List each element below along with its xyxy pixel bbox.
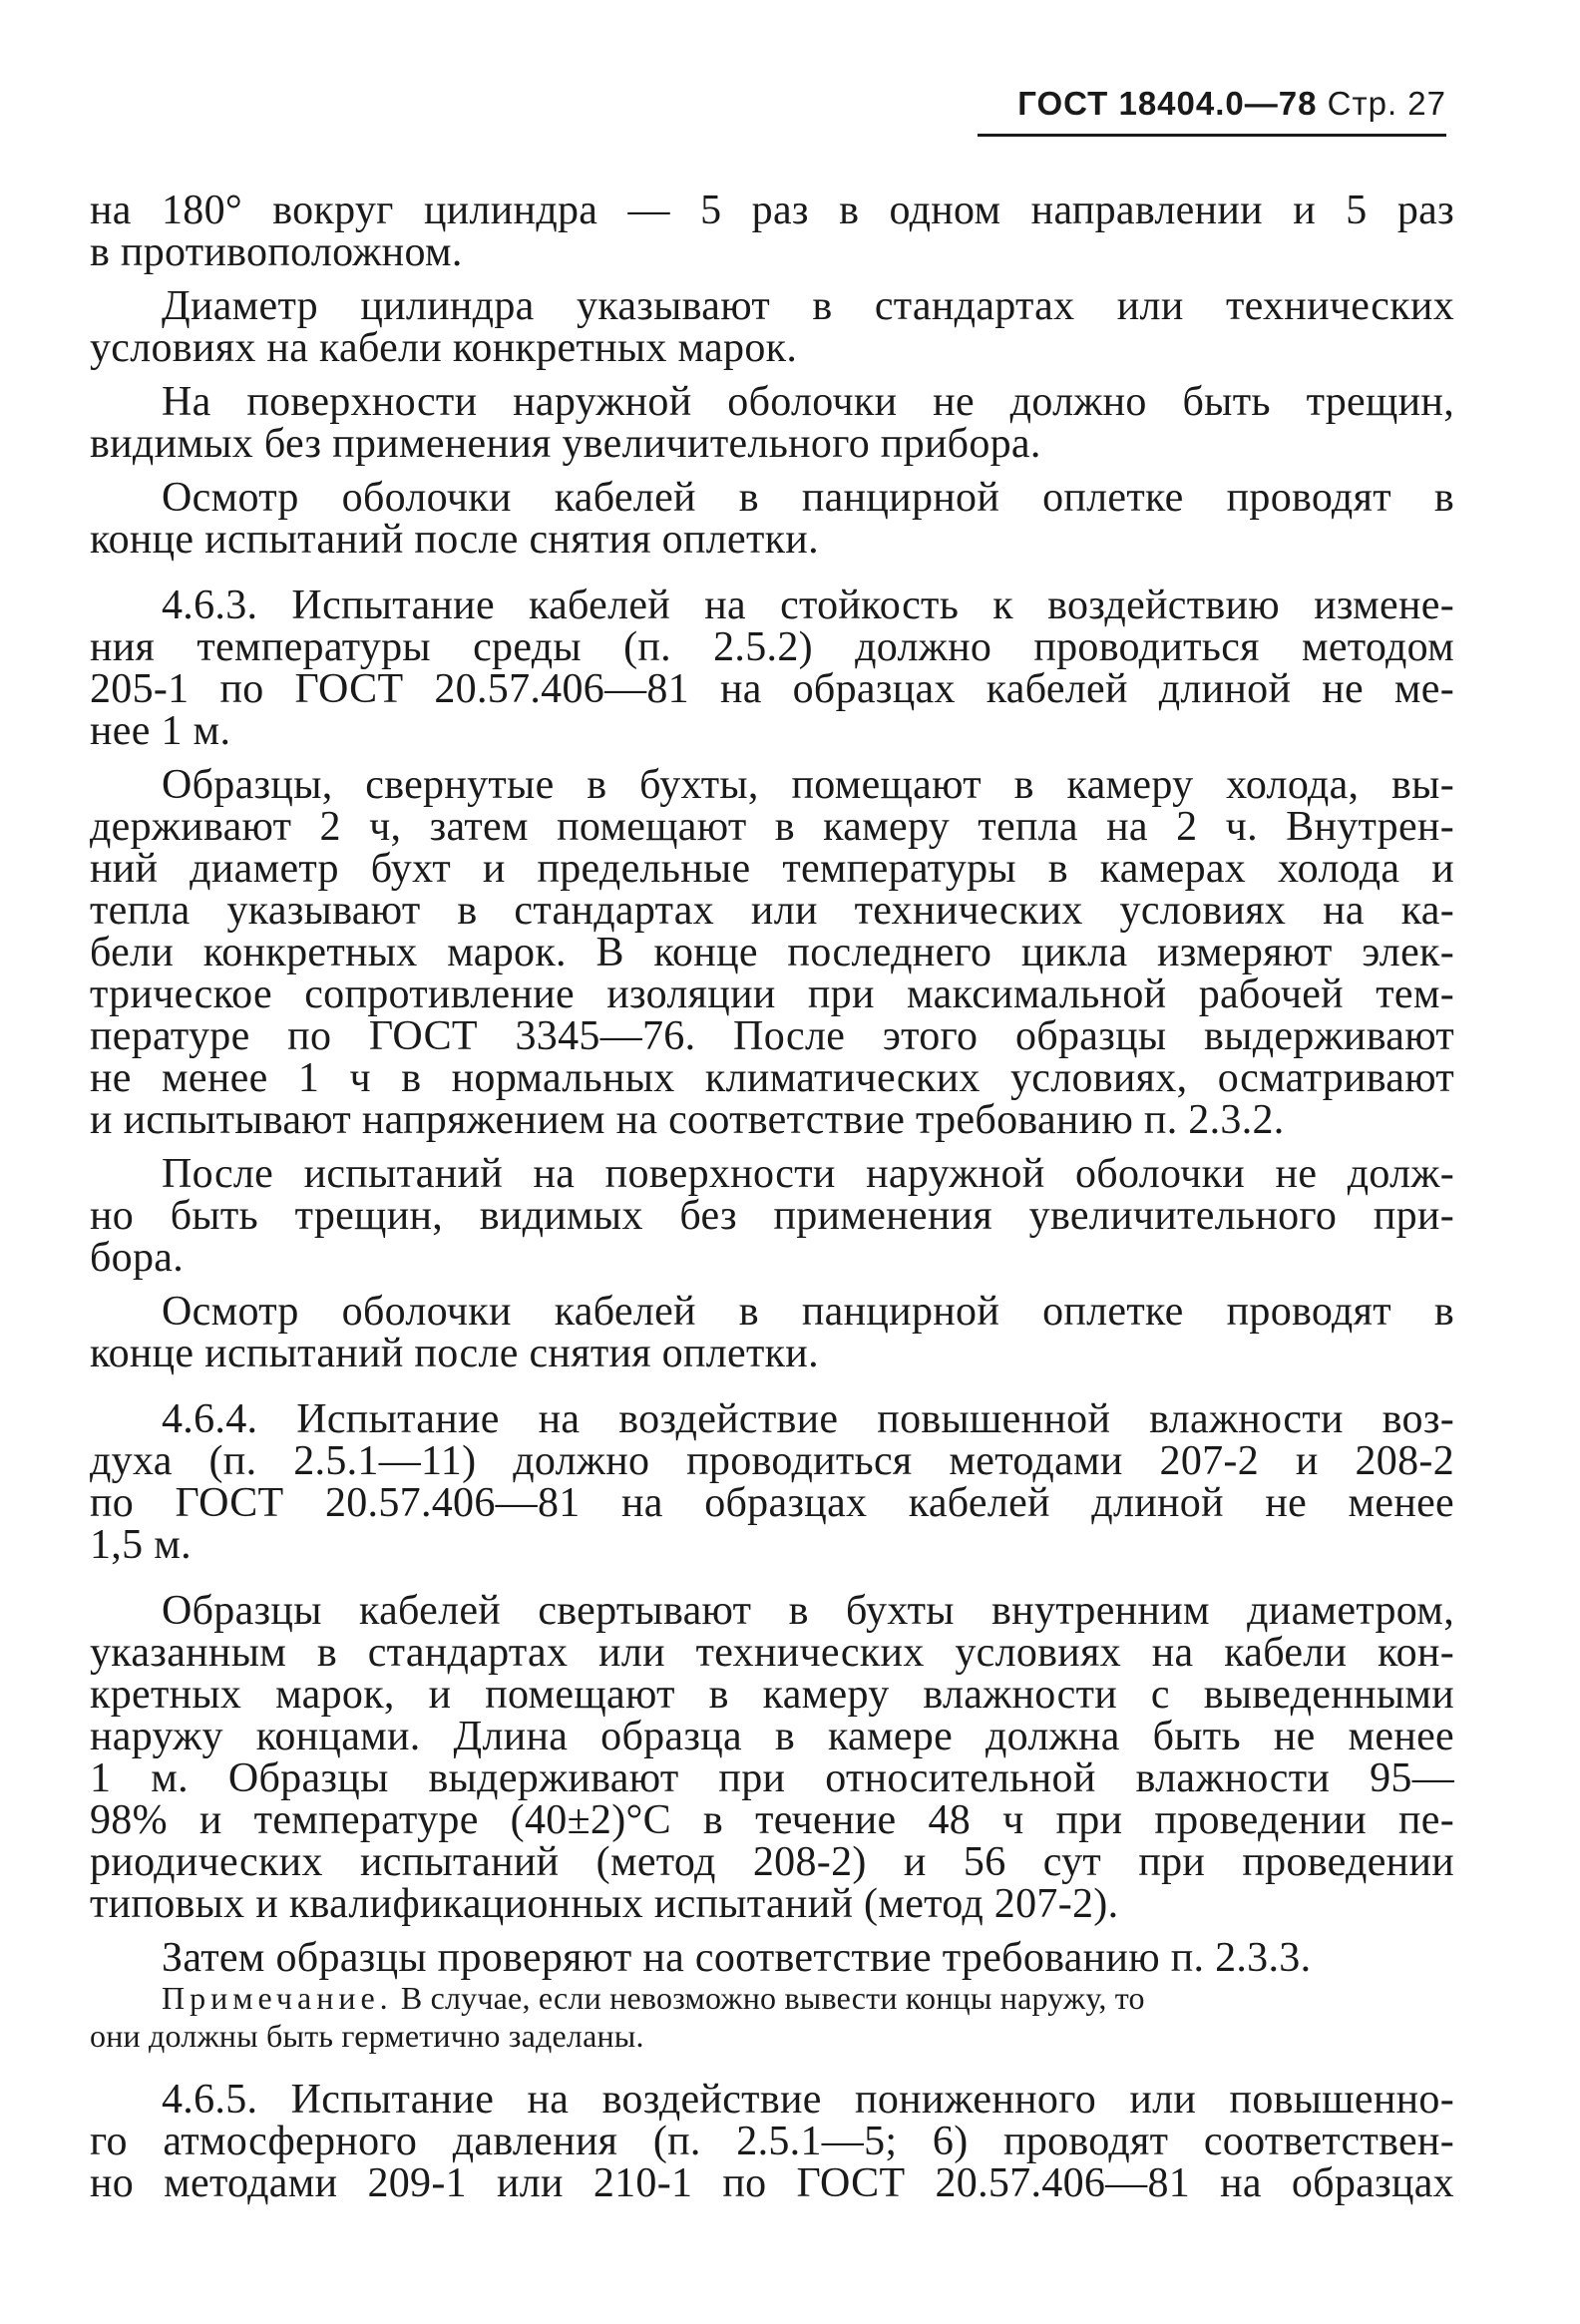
paragraph-continuation (90, 190, 1454, 273)
note-text: В случае, если невозможно вывести концы наружу, то (400, 1980, 1145, 2016)
text-line: бора. (90, 1235, 185, 1281)
text-line: духа (п. 2.5.1—11) должно проводиться методами 207-2 и 208-2 (90, 1438, 1454, 1484)
text-line: условиях на кабели конкретных марок. (90, 325, 798, 371)
standard-number: ГОСТ 18404.0—78 (1017, 85, 1318, 122)
text-line: го атмосферного давления (п. 2.5.1—5; 6) проводят соответствен- (90, 2119, 1454, 2164)
text-line: ния температуры среды (п. 2.5.2) должно проводиться методом (90, 624, 1454, 670)
text-line: нее 1 м. (90, 708, 231, 754)
text-line: на 180° вокруг цилиндра — 5 раз в одном направлении и 5 раз (90, 188, 1454, 233)
text-line: конце испытаний после снятия оплетки. (90, 517, 819, 563)
text-line: трическое сопротивление изоляции при максимальной рабочей тем- (90, 971, 1454, 1017)
document-body (90, 190, 1454, 2204)
note-label: Примечание. (162, 1980, 393, 2016)
text-line: по ГОСТ 20.57.406—81 на образцах кабелей длиной не менее (90, 1480, 1454, 1526)
text-line: После испытаний на поверхности наружной оболочки не долж- (162, 1151, 1454, 1197)
text-line: и испытывают напряжением на соответствие требованию п. 2.3.2. (90, 1097, 1285, 1143)
paragraph-4-6-3 (90, 584, 1454, 752)
page-header (968, 82, 1446, 126)
text-line: тепла указывают в стандартах или технических условиях на ка- (90, 888, 1454, 934)
text-line: Осмотр оболочки кабелей в панцирной оплетке проводят в (162, 475, 1454, 521)
paragraph-samples-coiled (90, 764, 1454, 1141)
note (90, 1979, 1454, 2017)
text-line: пературе по ГОСТ 3345—76. После этого образцы выдерживают (90, 1013, 1454, 1059)
paragraph-4-6-4 (90, 1398, 1454, 1566)
paragraph-4-6-5 (90, 2079, 1454, 2204)
text-line: наружу концами. Длина образца в камере должна быть не менее (90, 1714, 1454, 1759)
text-line: 4.6.4. Испытание на воздействие повышенной влажности воз- (162, 1396, 1454, 1442)
text-line: но быть трещин, видимых без применения увеличительного при- (90, 1193, 1454, 1239)
text-line: конце испытаний после снятия оплетки. (90, 1331, 819, 1376)
header-rule (978, 134, 1446, 137)
note-text: они должны быть герметично заделаны. (90, 2018, 644, 2054)
text-line: 1,5 м. (90, 1522, 192, 1568)
page-number: Стр. 27 (1327, 85, 1446, 122)
paragraph-cylinder-diameter (90, 285, 1454, 369)
text-line: риодических испытаний (метод 208-2) и 56 сут при проведении (90, 1839, 1454, 1885)
text-line: видимых без применения увеличительного прибора. (90, 421, 1041, 467)
text-line: Осмотр оболочки кабелей в панцирной оплетке проводят в (162, 1289, 1454, 1335)
paragraph-no-cracks (90, 381, 1454, 465)
text-line: 4.6.5. Испытание на воздействие пониженного или повышенно- (162, 2077, 1454, 2123)
text-line: бели конкретных марок. В конце последнего цикла измеряют элек- (90, 930, 1454, 975)
paragraph-humidity-chamber (90, 1590, 1454, 1925)
paragraph-inspection-repeat (90, 1291, 1454, 1374)
text-line: 98% и температуре (40±2)°С в течение 48 ч при проведении пе- (90, 1797, 1454, 1843)
text-line: На поверхности наружной оболочки не должно быть трещин, (162, 379, 1454, 425)
text-line: кретных марок, и помещают в камеру влажности с выведенными (90, 1672, 1454, 1718)
paragraph-inspection (90, 477, 1454, 561)
text-line: Образцы, свернутые в бухты, помещают в камеру холода, вы- (162, 762, 1454, 808)
text-line: но методами 209-1 или 210-1 по ГОСТ 20.57.406—81 на образцах (90, 2160, 1454, 2206)
paragraph-after-tests (90, 1153, 1454, 1279)
paragraph-then-check (90, 1937, 1454, 1979)
note-continuation (90, 2017, 1454, 2055)
text-line: 4.6.3. Испытание кабелей на стойкость к воздействию измене- (162, 582, 1454, 628)
text-line: типовых и квалификационных испытаний (метод 207-2). (90, 1881, 1119, 1927)
text-line: ний диаметр бухт и предельные температуры в камерах холода и (90, 846, 1454, 892)
text-line: Затем образцы проверяют на соответствие требованию п. 2.3.3. (162, 1935, 1312, 1981)
text-line: Диаметр цилиндра указывают в стандартах или технических (162, 283, 1454, 329)
text-line: 205-1 по ГОСТ 20.57.406—81 на образцах кабелей длиной не ме- (90, 666, 1454, 712)
text-line: 1 м. Образцы выдерживают при относительной влажности 95— (90, 1755, 1454, 1801)
text-line: держивают 2 ч, затем помещают в камеру тепла на 2 ч. Внутрен- (90, 804, 1454, 850)
text-line: Образцы кабелей свертывают в бухты внутренним диаметром, (162, 1588, 1454, 1634)
text-line: в противоположном. (90, 229, 463, 275)
text-line: не менее 1 ч в нормальных климатических условиях, осматривают (90, 1055, 1454, 1101)
text-line: указанным в стандартах или технических условиях на кабели кон- (90, 1630, 1454, 1676)
